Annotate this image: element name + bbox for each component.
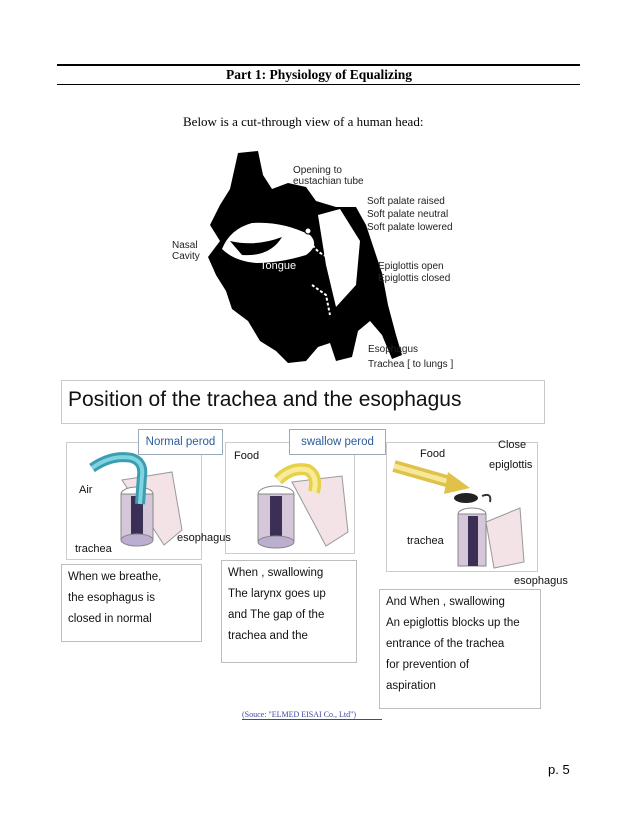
label-tongue: Tongue [260, 260, 297, 272]
label-soft-palate-lowered: Soft palate lowered [367, 222, 453, 233]
panel2-food-label: Food [234, 450, 260, 462]
intro-text: Below is a cut-through view of a human head: [183, 114, 424, 129]
label-trachea: Trachea [ to lungs ] [368, 359, 454, 370]
caption-line: An epiglottis blocks up the [386, 617, 520, 629]
header-rule-top [57, 64, 580, 66]
tab-normal-period: Normal perod [138, 429, 223, 455]
caption-box-swallowing [221, 560, 357, 663]
panel3-esophagus-label: esophagus [514, 575, 568, 587]
label-epiglottis-closed: Epiglottis closed [378, 273, 451, 284]
tab-swallow-period: swallow perod [289, 429, 386, 455]
caption-line: And When , swallowing [386, 596, 505, 608]
panel3-trachea-label: trachea [407, 535, 444, 547]
panel1-air-label: Air [79, 484, 93, 496]
figure-banner [61, 380, 545, 424]
panel3-food-label: Food [420, 448, 446, 460]
label-opening-eustachian: Opening to eustachian tube [293, 165, 364, 187]
normal-period-illustration [82, 450, 192, 555]
caption-line: closed in normal [68, 613, 152, 625]
page-title: Part 1: Physiology of Equalizing [225, 67, 412, 82]
panel1-esophagus-label: esophagus [177, 532, 231, 544]
caption-line: for prevention of [386, 659, 470, 671]
panel3-epiglottis-label: epiglottis [489, 459, 533, 471]
caption-line: When we breathe, [68, 571, 162, 583]
banner-title: Position of the trachea and the esophagus [68, 388, 462, 411]
panel1-trachea-label: trachea [75, 543, 112, 555]
caption-box-breathing [61, 564, 202, 642]
head-cross-section-diagram [160, 145, 470, 375]
caption-line: The larynx goes up [228, 588, 326, 600]
caption-box-epiglottis [379, 589, 541, 709]
source-link[interactable]: (Souce: "ELMED EISAI Co., Ltd") [242, 710, 382, 720]
caption-line: entrance of the trachea [386, 638, 505, 650]
caption-line: When , swallowing [228, 567, 324, 579]
caption-line: the esophagus is [68, 592, 155, 604]
label-nasal-cavity: Nasal Cavity [172, 240, 200, 262]
food-swallow-illustration [252, 452, 352, 552]
panel3-close-label: Close [498, 439, 527, 451]
caption-line: trachea and the [228, 630, 308, 642]
label-soft-palate-raised: Soft palate raised [367, 196, 445, 207]
label-esophagus: Esophagus [368, 344, 419, 355]
label-epiglottis-open: Epiglottis open [378, 261, 444, 272]
caption-line: aspiration [386, 680, 436, 692]
header-rule-bottom [57, 84, 580, 85]
page-number: p. 5 [548, 762, 570, 777]
caption-line: and The gap of the [228, 609, 325, 621]
label-soft-palate-neutral: Soft palate neutral [367, 209, 449, 220]
